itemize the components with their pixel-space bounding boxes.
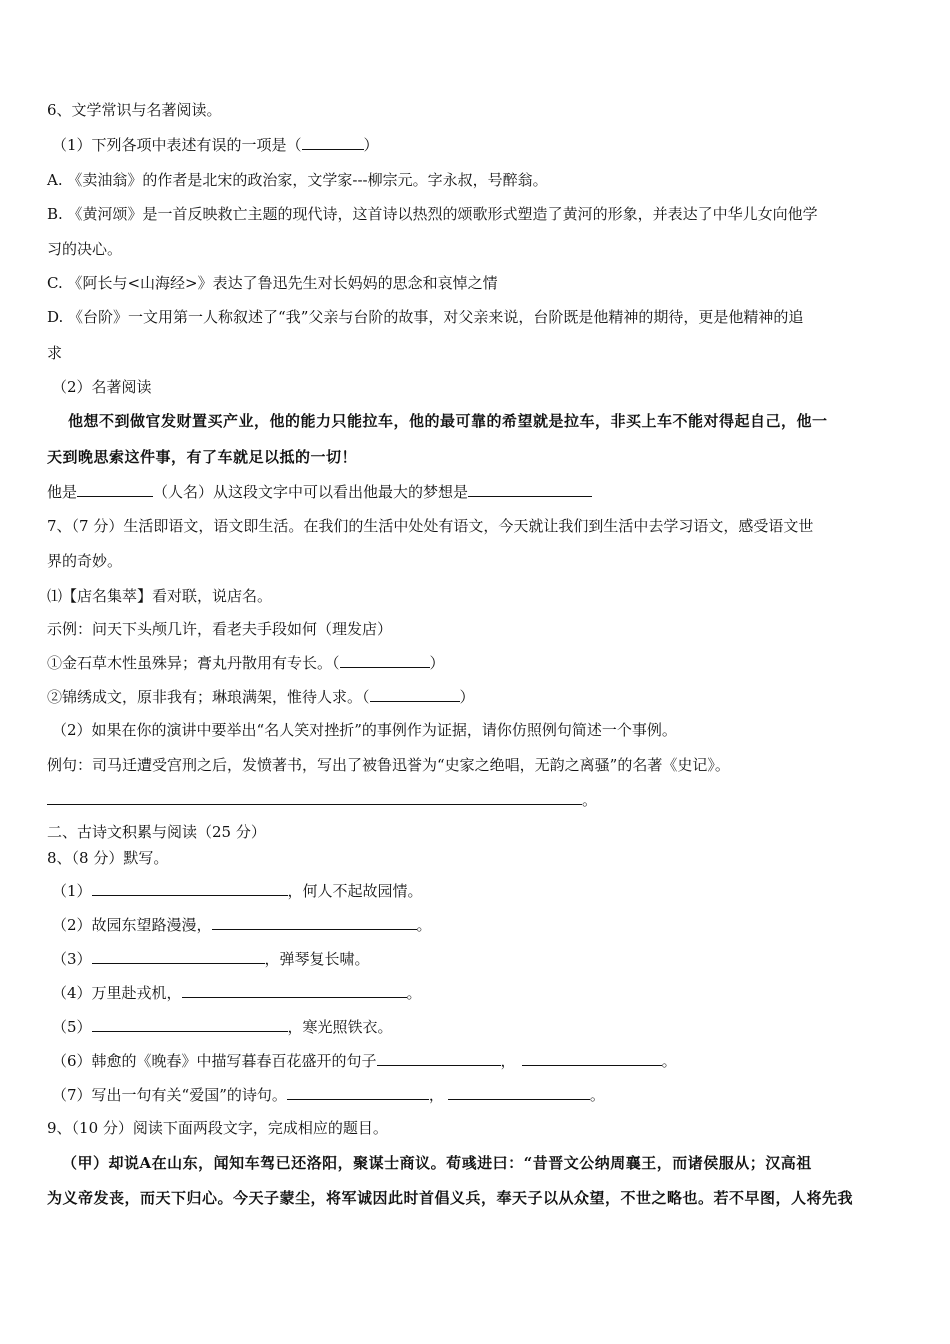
q7-answer-blank[interactable]: [47, 789, 582, 805]
q7-sub2: （2）如果在你的演讲中要举出“名人笑对挫折”的事例作为证据，请你仿照例句简述一个事例。: [52, 721, 677, 739]
q6-passage-line2: 天到晚思索这件事，有了车就足以抵的一切！: [47, 448, 358, 466]
q8-line3: [52, 948, 370, 969]
q6-option-d-line1: D. 《台阶》一文用第一人称叙述了“我”父亲与台阶的故事，对父亲来说，台阶既是他精神的期待，更是他精神的追: [47, 308, 804, 326]
q7-answer-end: 。: [582, 791, 598, 809]
q8-line2-b: 。: [416, 916, 432, 934]
q8-line6-blank1[interactable]: [377, 1050, 501, 1066]
q7-title-line1: 7、（7 分）生活即语文，语文即生活。在我们的生活中处处有语文，今天就让我们到生活中去学习语文，感受语文世: [47, 517, 814, 535]
q6-option-b-line2: 习的决心。: [47, 240, 123, 258]
q6-question-a: 他是: [47, 483, 78, 501]
q8-line2-a: （2）故园东望路漫漫，: [52, 916, 212, 934]
q8-line4-b: 。: [406, 984, 422, 1002]
q6-sub2: （2）名著阅读: [52, 378, 152, 396]
q6-option-a: A. 《卖油翁》的作者是北宋的政治家，文学家---柳宗元。字永叔，号醉翁。: [47, 171, 548, 189]
q6-option-c: C. 《阿长与<山海经>》表达了鲁迅先生对长妈妈的思念和哀悼之情: [47, 274, 498, 292]
q8-line7-a: （7）写出一句有关“爱国”的诗句。: [52, 1086, 287, 1104]
q8-line3-blank[interactable]: [92, 948, 265, 964]
q8-title: 8、（8 分）默写。: [47, 849, 169, 867]
q6-sub1: [52, 134, 379, 155]
q8-line1-a: （1）: [52, 882, 92, 900]
q6-option-d-line2: 求: [47, 344, 63, 362]
q6-question-b: （人名）从这段文字中可以看出他最大的梦想是: [153, 483, 469, 501]
q9-passage-line1: （甲）却说A在山东，闻知车驾已还洛阳，聚谋士商议。荀彧进曰：“昔晋文公纳周襄王，而诸侯服从；汉高祖: [62, 1154, 812, 1172]
q6-title: 6、文学常识与名著阅读。: [47, 101, 222, 119]
q6-sub1-text: （1）下列各项中表述有误的一项是（: [52, 136, 302, 154]
q7-item1: [47, 652, 445, 673]
q7-item1-blank[interactable]: [340, 652, 430, 668]
q8-line7-b: ，: [428, 1086, 444, 1104]
q8-line3-a: （3）: [52, 950, 92, 968]
q9-passage-line2: 为义帝发丧，而天下归心。今天子蒙尘，将军诚因此时首倡义兵，奉天子以从众望，不世之略也。若不早图，人将先我: [47, 1189, 854, 1207]
q6-sub1-blank[interactable]: [302, 134, 364, 150]
q6-option-b-line1: B. 《黄河颂》是一首反映救亡主题的现代诗，这首诗以热烈的颂歌形式塑造了黄河的形象，并表达了中华儿女向他学: [47, 205, 818, 223]
section2-title: 二、古诗文积累与阅读（25 分）: [47, 823, 266, 841]
q8-line1-blank[interactable]: [92, 880, 288, 896]
q8-line7-c: 。: [589, 1086, 605, 1104]
q8-line5-a: （5）: [52, 1018, 92, 1036]
q8-line2: [52, 914, 432, 935]
q7-item1-end: ）: [429, 654, 445, 672]
q8-line6: [52, 1050, 677, 1071]
q8-line7-blank1[interactable]: [287, 1084, 429, 1100]
q6-question: [47, 481, 592, 502]
q7-example: 示例：问天下头颅几许，看老夫手段如何（理发店）: [47, 620, 393, 638]
q9-title: 9、（10 分）阅读下面两段文字，完成相应的题目。: [47, 1119, 388, 1137]
q8-line6-blank2[interactable]: [522, 1050, 662, 1066]
q8-line1-b: ，何人不起故园情。: [287, 882, 423, 900]
q7-item2-end: ）: [459, 688, 475, 706]
q8-line4-blank[interactable]: [182, 982, 407, 998]
q7-answer: [47, 789, 597, 810]
q8-line3-b: ，弹琴复长啸。: [264, 950, 370, 968]
q7-sub1: ⑴【店名集萃】看对联，说店名。: [47, 587, 273, 605]
q7-item2: [47, 686, 475, 707]
q8-line4-a: （4）万里赴戎机，: [52, 984, 182, 1002]
q8-line1: [52, 880, 423, 901]
q8-line2-blank[interactable]: [212, 914, 417, 930]
q8-line4: [52, 982, 422, 1003]
q6-sub1-end: ）: [363, 136, 379, 154]
q7-sample: 例句：司马迁遭受宫刑之后，发愤著书，写出了被鲁迅誉为“史家之绝唱，无韵之离骚”的名著《史记》。: [47, 756, 730, 774]
q8-line7: [52, 1084, 605, 1105]
q8-line5: [52, 1016, 393, 1037]
q7-item2-blank[interactable]: [370, 686, 460, 702]
q6-dream-blank[interactable]: [468, 481, 592, 497]
q6-passage-line1: 他想不到做官发财置买产业，他的能力只能拉车，他的最可靠的希望就是拉车，非买上车不能对得起自己，他一: [68, 412, 828, 430]
q8-line6-c: 。: [661, 1052, 677, 1070]
q7-title-line2: 界的奇妙。: [47, 552, 123, 570]
q8-line6-b: ，: [500, 1052, 516, 1070]
q8-line5-b: ，寒光照铁衣。: [287, 1018, 393, 1036]
q7-item2-text: ②锦绣成文，原非我有；琳琅满架，惟待人求。（: [47, 688, 370, 706]
q8-line5-blank[interactable]: [92, 1016, 288, 1032]
q8-line7-blank2[interactable]: [448, 1084, 590, 1100]
q7-item1-text: ①金石草木性虽殊异；膏丸丹散用有专长。（: [47, 654, 340, 672]
q8-line6-a: （6）韩愈的《晚春》中描写暮春百花盛开的句子: [52, 1052, 377, 1070]
q6-name-blank[interactable]: [77, 481, 153, 497]
